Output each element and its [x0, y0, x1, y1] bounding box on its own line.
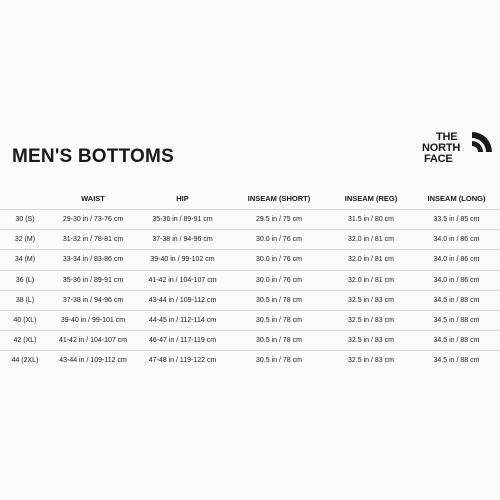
waist-cell: 31-32 in / 78-81 cm	[50, 230, 136, 250]
size-cell: 38 (L)	[0, 290, 50, 310]
table-header-row	[0, 188, 500, 210]
size-cell: 42 (XL)	[0, 331, 50, 351]
waist-cell: 37-38 in / 94-96 cm	[50, 290, 136, 310]
table-row	[0, 230, 500, 250]
hip-cell: 35-36 in / 89-91 cm	[136, 210, 229, 230]
waist-cell: 33-34 in / 83-86 cm	[50, 250, 136, 270]
table-row	[0, 250, 500, 270]
size-cell: 34 (M)	[0, 250, 50, 270]
inseam-long-cell: 34.0 in / 86 cm	[413, 250, 500, 270]
waist-cell: 43-44 in / 109-112 cm	[50, 351, 136, 371]
waist-cell: 29-30 in / 73-76 cm	[50, 210, 136, 230]
inseam-long-cell: 34.5 in / 88 cm	[413, 331, 500, 351]
the-north-face-logo	[420, 132, 494, 168]
inseam-long-cell: 34.0 in / 86 cm	[413, 270, 500, 290]
size-cell: 40 (XL)	[0, 310, 50, 330]
inseam-short-cell: 30.5 in / 78 cm	[229, 331, 329, 351]
waist-cell: 39-40 in / 99-101 cm	[50, 310, 136, 330]
inseam-reg-cell: 32.5 in / 83 cm	[329, 290, 413, 310]
page-title: MEN'S BOTTOMS	[12, 146, 174, 167]
hip-cell: 43-44 in / 109-112 cm	[136, 290, 229, 310]
size-cell: 44 (2XL)	[0, 351, 50, 371]
hip-cell: 37-38 in / 94-96 cm	[136, 230, 229, 250]
inseam-reg-cell: 32.5 in / 83 cm	[329, 331, 413, 351]
hip-cell: 46-47 in / 117-119 cm	[136, 331, 229, 351]
size-chart-table	[0, 188, 500, 371]
header-inseam-short: INSEAM (SHORT)	[229, 188, 329, 210]
half-dome-icon	[472, 132, 494, 166]
waist-cell: 35-36 in / 89-91 cm	[50, 270, 136, 290]
inseam-short-cell: 30.0 in / 76 cm	[229, 270, 329, 290]
table-row	[0, 210, 500, 230]
inseam-reg-cell: 32.5 in / 83 cm	[329, 351, 413, 371]
header-inseam-reg: INSEAM (REG)	[329, 188, 413, 210]
table-row	[0, 331, 500, 351]
inseam-short-cell: 30.0 in / 76 cm	[229, 230, 329, 250]
inseam-reg-cell: 32.0 in / 81 cm	[329, 270, 413, 290]
inseam-short-cell: 29.5 in / 75 cm	[229, 210, 329, 230]
hip-cell: 47-48 in / 119-122 cm	[136, 351, 229, 371]
header-hip: HIP	[136, 188, 229, 210]
size-cell: 30 (S)	[0, 210, 50, 230]
inseam-short-cell: 30.5 in / 78 cm	[229, 351, 329, 371]
header-inseam-long: INSEAM (LONG)	[413, 188, 500, 210]
inseam-reg-cell: 31.5 in / 80 cm	[329, 210, 413, 230]
size-cell: 36 (L)	[0, 270, 50, 290]
hip-cell: 41-42 in / 104-107 cm	[136, 270, 229, 290]
waist-cell: 41-42 in / 104-107 cm	[50, 331, 136, 351]
hip-cell: 39-40 in / 99-102 cm	[136, 250, 229, 270]
logo-line-2: NORTH	[422, 142, 461, 154]
table-row	[0, 290, 500, 310]
inseam-short-cell: 30.0 in / 76 cm	[229, 250, 329, 270]
inseam-long-cell: 34.0 in / 86 cm	[413, 230, 500, 250]
table-row	[0, 270, 500, 290]
logo-line-3: FACE	[424, 153, 453, 165]
inseam-reg-cell: 32.5 in / 83 cm	[329, 310, 413, 330]
inseam-reg-cell: 32.0 in / 81 cm	[329, 250, 413, 270]
header-size	[0, 188, 50, 210]
inseam-long-cell: 34.5 in / 88 cm	[413, 310, 500, 330]
logo-line-1: THE	[436, 131, 458, 143]
size-cell: 32 (M)	[0, 230, 50, 250]
inseam-short-cell: 30.5 in / 78 cm	[229, 290, 329, 310]
table-row	[0, 351, 500, 371]
table-row	[0, 310, 500, 330]
inseam-long-cell: 33.5 in / 85 cm	[413, 210, 500, 230]
inseam-short-cell: 30.5 in / 78 cm	[229, 310, 329, 330]
inseam-long-cell: 34.5 in / 88 cm	[413, 351, 500, 371]
inseam-long-cell: 34.5 in / 88 cm	[413, 290, 500, 310]
inseam-reg-cell: 32.0 in / 81 cm	[329, 230, 413, 250]
header-waist: WAIST	[50, 188, 136, 210]
hip-cell: 44-45 in / 112-114 cm	[136, 310, 229, 330]
